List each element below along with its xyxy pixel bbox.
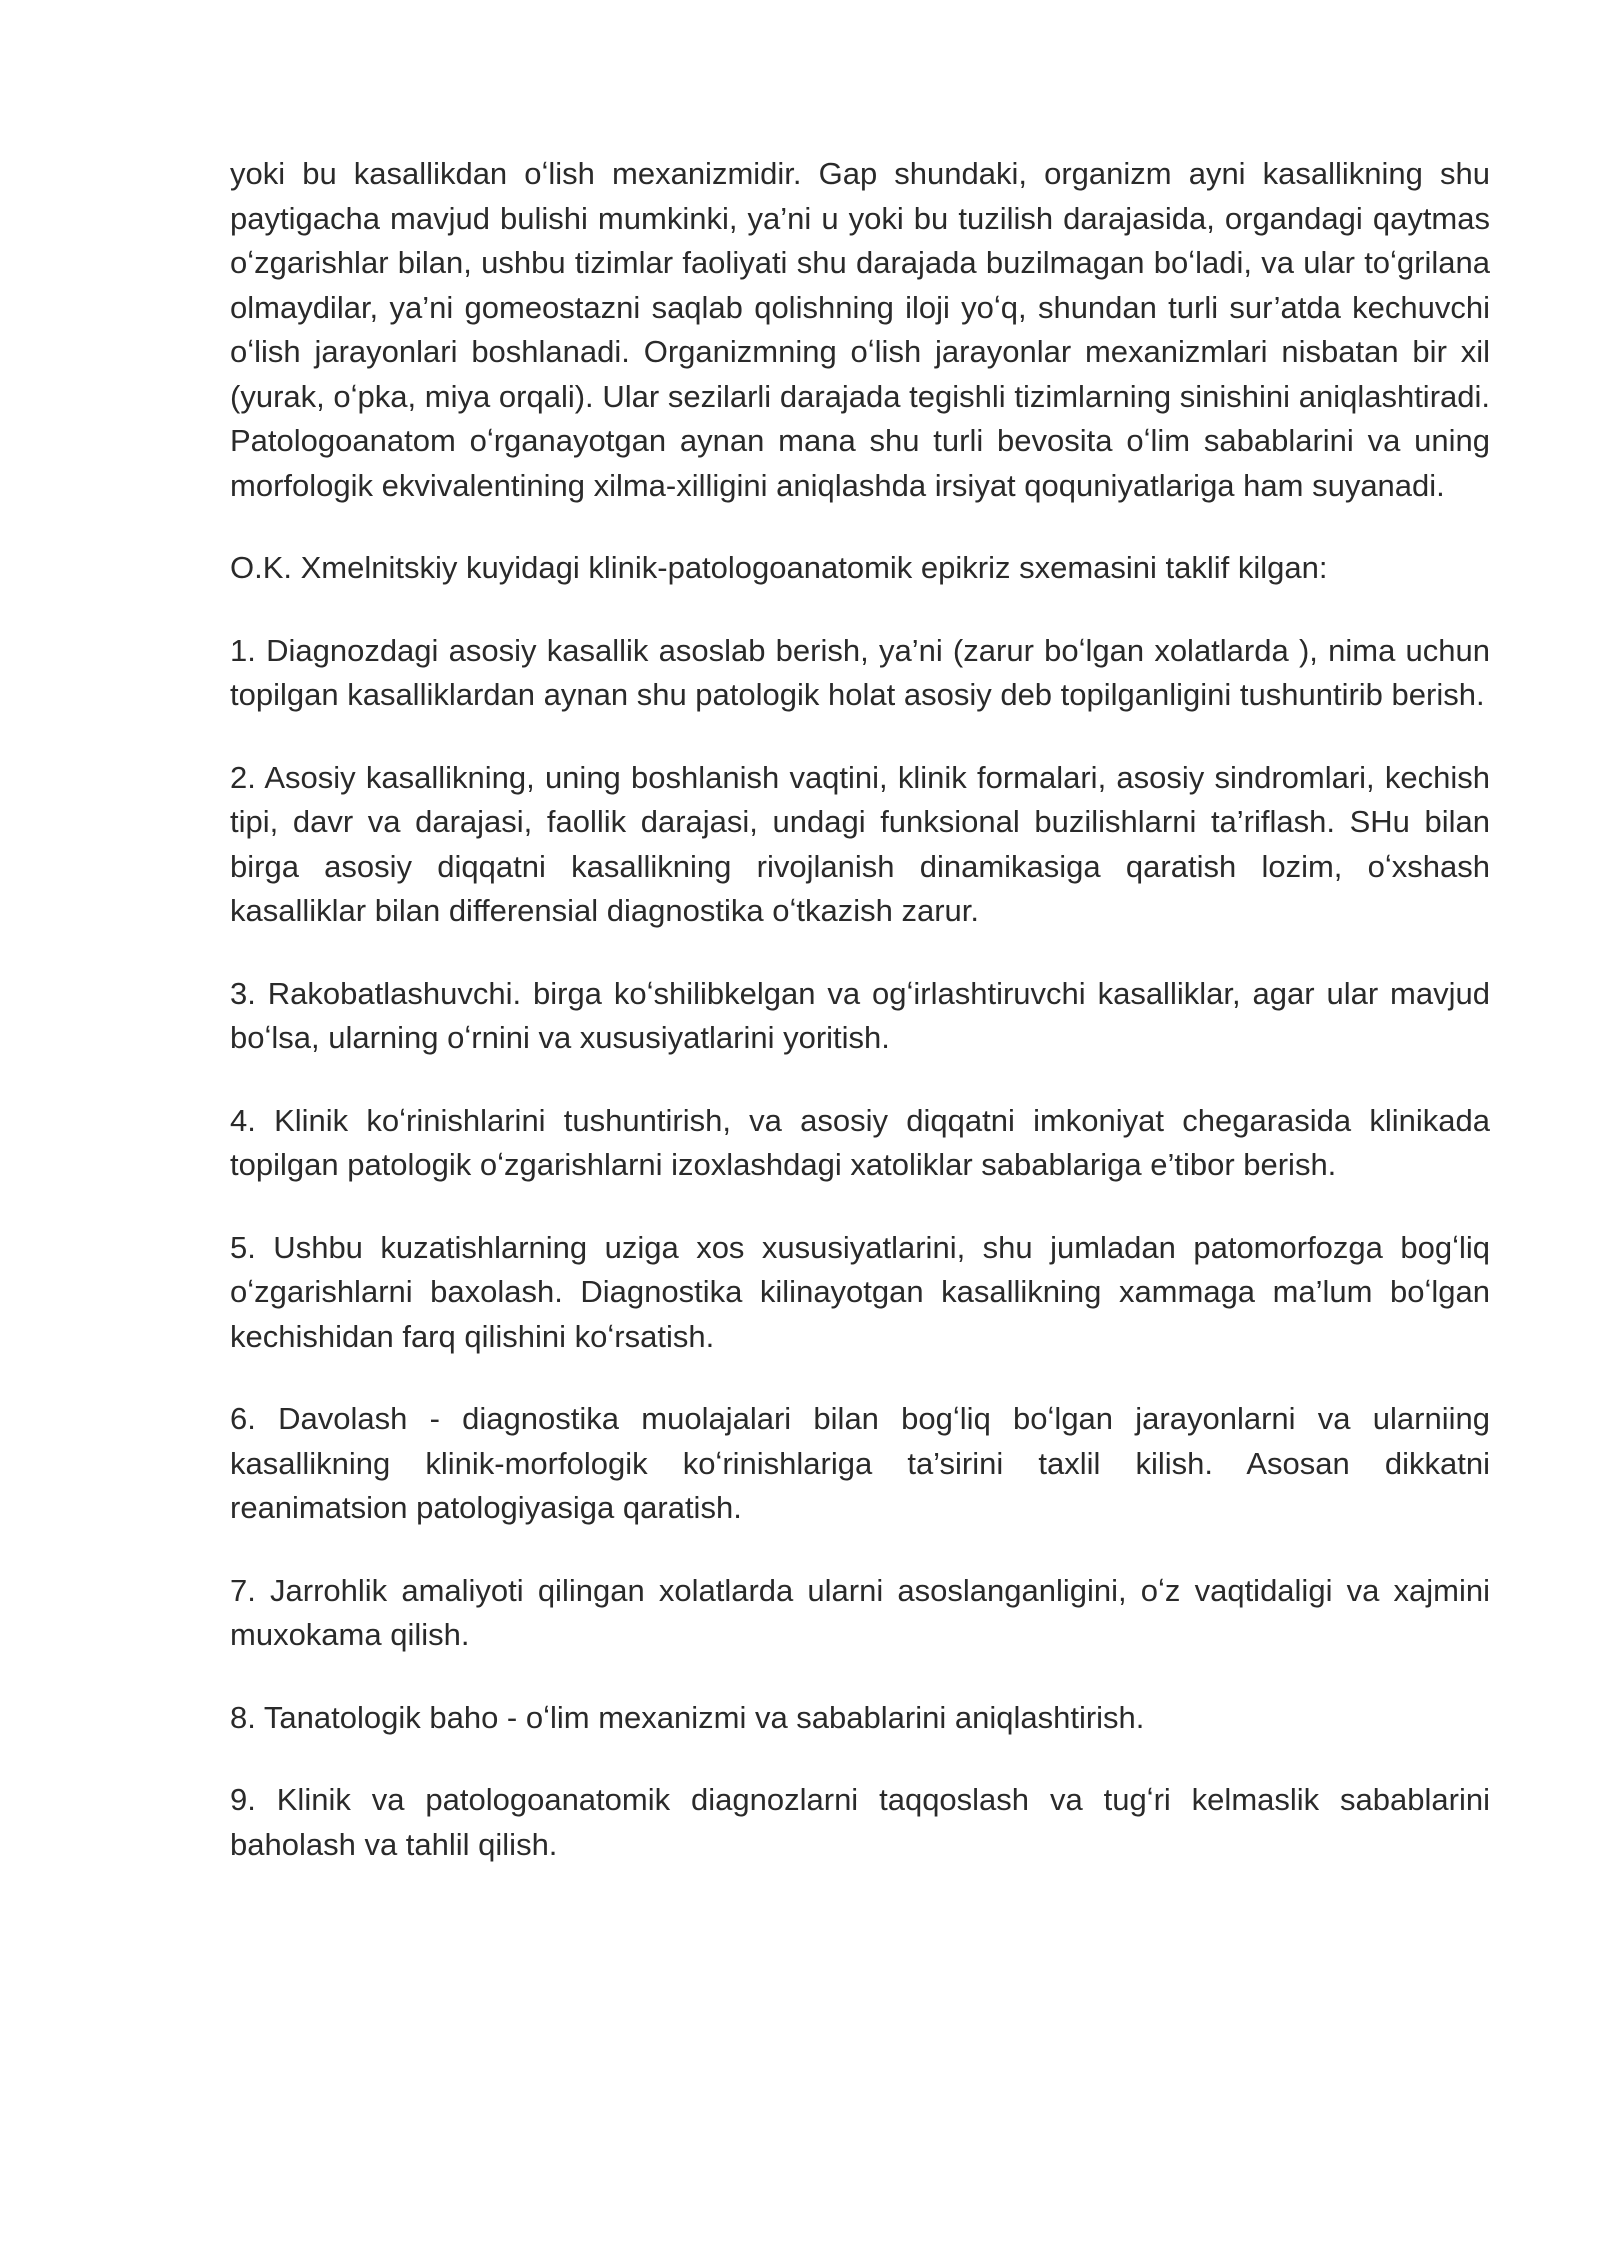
- list-item-3: 3. Rakobatlashuvchi. birga koʻshilibkelgan va ogʻirlashtiruvchi kasalliklar, agar ular mavjud boʻlsa, ularning oʻrnini va xususiyatlarini yoritish.: [230, 975, 1490, 1055]
- list-item-8: 8. Tanatologik baho - oʻlim mexanizmi va sabablarini aniqlashtirish.: [230, 1699, 1145, 1735]
- list-item-1: 1. Diagnozdagi asosiy kasallik asoslab berish, ya’ni (zarur boʻlgan xolatlarda ), nima uchun topilgan kasalliklardan aynan shu patologik holat asosiy deb topilganligini tushuntirib berish.: [230, 632, 1490, 712]
- list-item-5: 5. Ushbu kuzatishlarning uziga xos xususiyatlarini, shu jumladan patomorfozga bogʻliq oʻzgarishlarni baxolash. Diagnostika kilinayotgan kasallikning xammaga ma’lum boʻlgan kechishidan farq qilishini koʻrsatish.: [230, 1229, 1490, 1354]
- intro-paragraph: yoki bu kasallikdan oʻlish mexanizmidir. Gap shundaki, organizm ayni kasallikning shu paytigacha mavjud bulishi mumkinki, ya’ni u yoki bu tuzilish darajasida, organdagi qaytmas oʻzgarishlar bilan, ushbu tizimlar faoliyati shu darajada buzilmagan boʻladi, va ular toʻgrilana olmaydilar, ya’ni gomeostazni saqlab qolishning iloji yoʻq, shundan turli sur’atda kechuvchi oʻlish jarayonlari boshlanadi. Organizmning oʻlish jarayonlar mexanizmlari nisbatan bir xil (yurak, oʻpka, miya orqali). Ular sezilarli darajada tegishli tizimlarning sinishini aniqlashtiradi. Patologoanatom oʻrganayotgan aynan mana shu turli bevosita oʻlim sabablarini va uning morfologik ekvivalentining xilma-xilligini aniqlashda irsiyat qoquniyatlariga ham suyanadi.: [230, 156, 1490, 503]
- list-item-2: 2. Asosiy kasallikning, uning boshlanish vaqtini, klinik formalari, asosiy sindromlari, kechish tipi, davr va darajasi, faollik darajasi, undagi funksional buzilishlarni ta’riflash. SHu bilan birga asosiy diqqatni kasallikning rivojlanish dinamikasiga qaratish lozim, oʻxshash kasalliklar bilan differensial diagnostika oʻtkazish zarur.: [230, 759, 1490, 928]
- list-item-4: 4. Klinik koʻrinishlarini tushuntirish, va asosiy diqqatni imkoniyat chegarasida klinikada topilgan patologik oʻzgarishlarni izoxlashdagi xatoliklar sabablariga e’tibor berish.: [230, 1102, 1490, 1182]
- list-item-6: 6. Davolash - diagnostika muolajalari bilan bogʻliq boʻlgan jarayonlarni va ularniing kasallikning klinik-morfologik koʻrinishlariga ta’sirini taxlil kilish. Asosan dikkatni reanimatsion patologiyasiga qaratish.: [230, 1401, 1490, 1525]
- scheme-intro-paragraph: O.K. Xmelnitskiy kuyidagi klinik-patologoanatomik epikriz sxemasini taklif kilgan:: [230, 550, 1328, 585]
- list-item-9: 9. Klinik va patologoanatomik diagnozlarni taqqoslash va tugʻri kelmaslik sabablarini baholash va tahlil qilish.: [230, 1782, 1490, 1862]
- document-page: [230, 152, 1490, 1905]
- list-item-7: 7. Jarrohlik amaliyoti qilingan xolatlarda ularni asoslanganligini, oʻz vaqtidaligi va xajmini muxokama qilish.: [230, 1572, 1490, 1652]
